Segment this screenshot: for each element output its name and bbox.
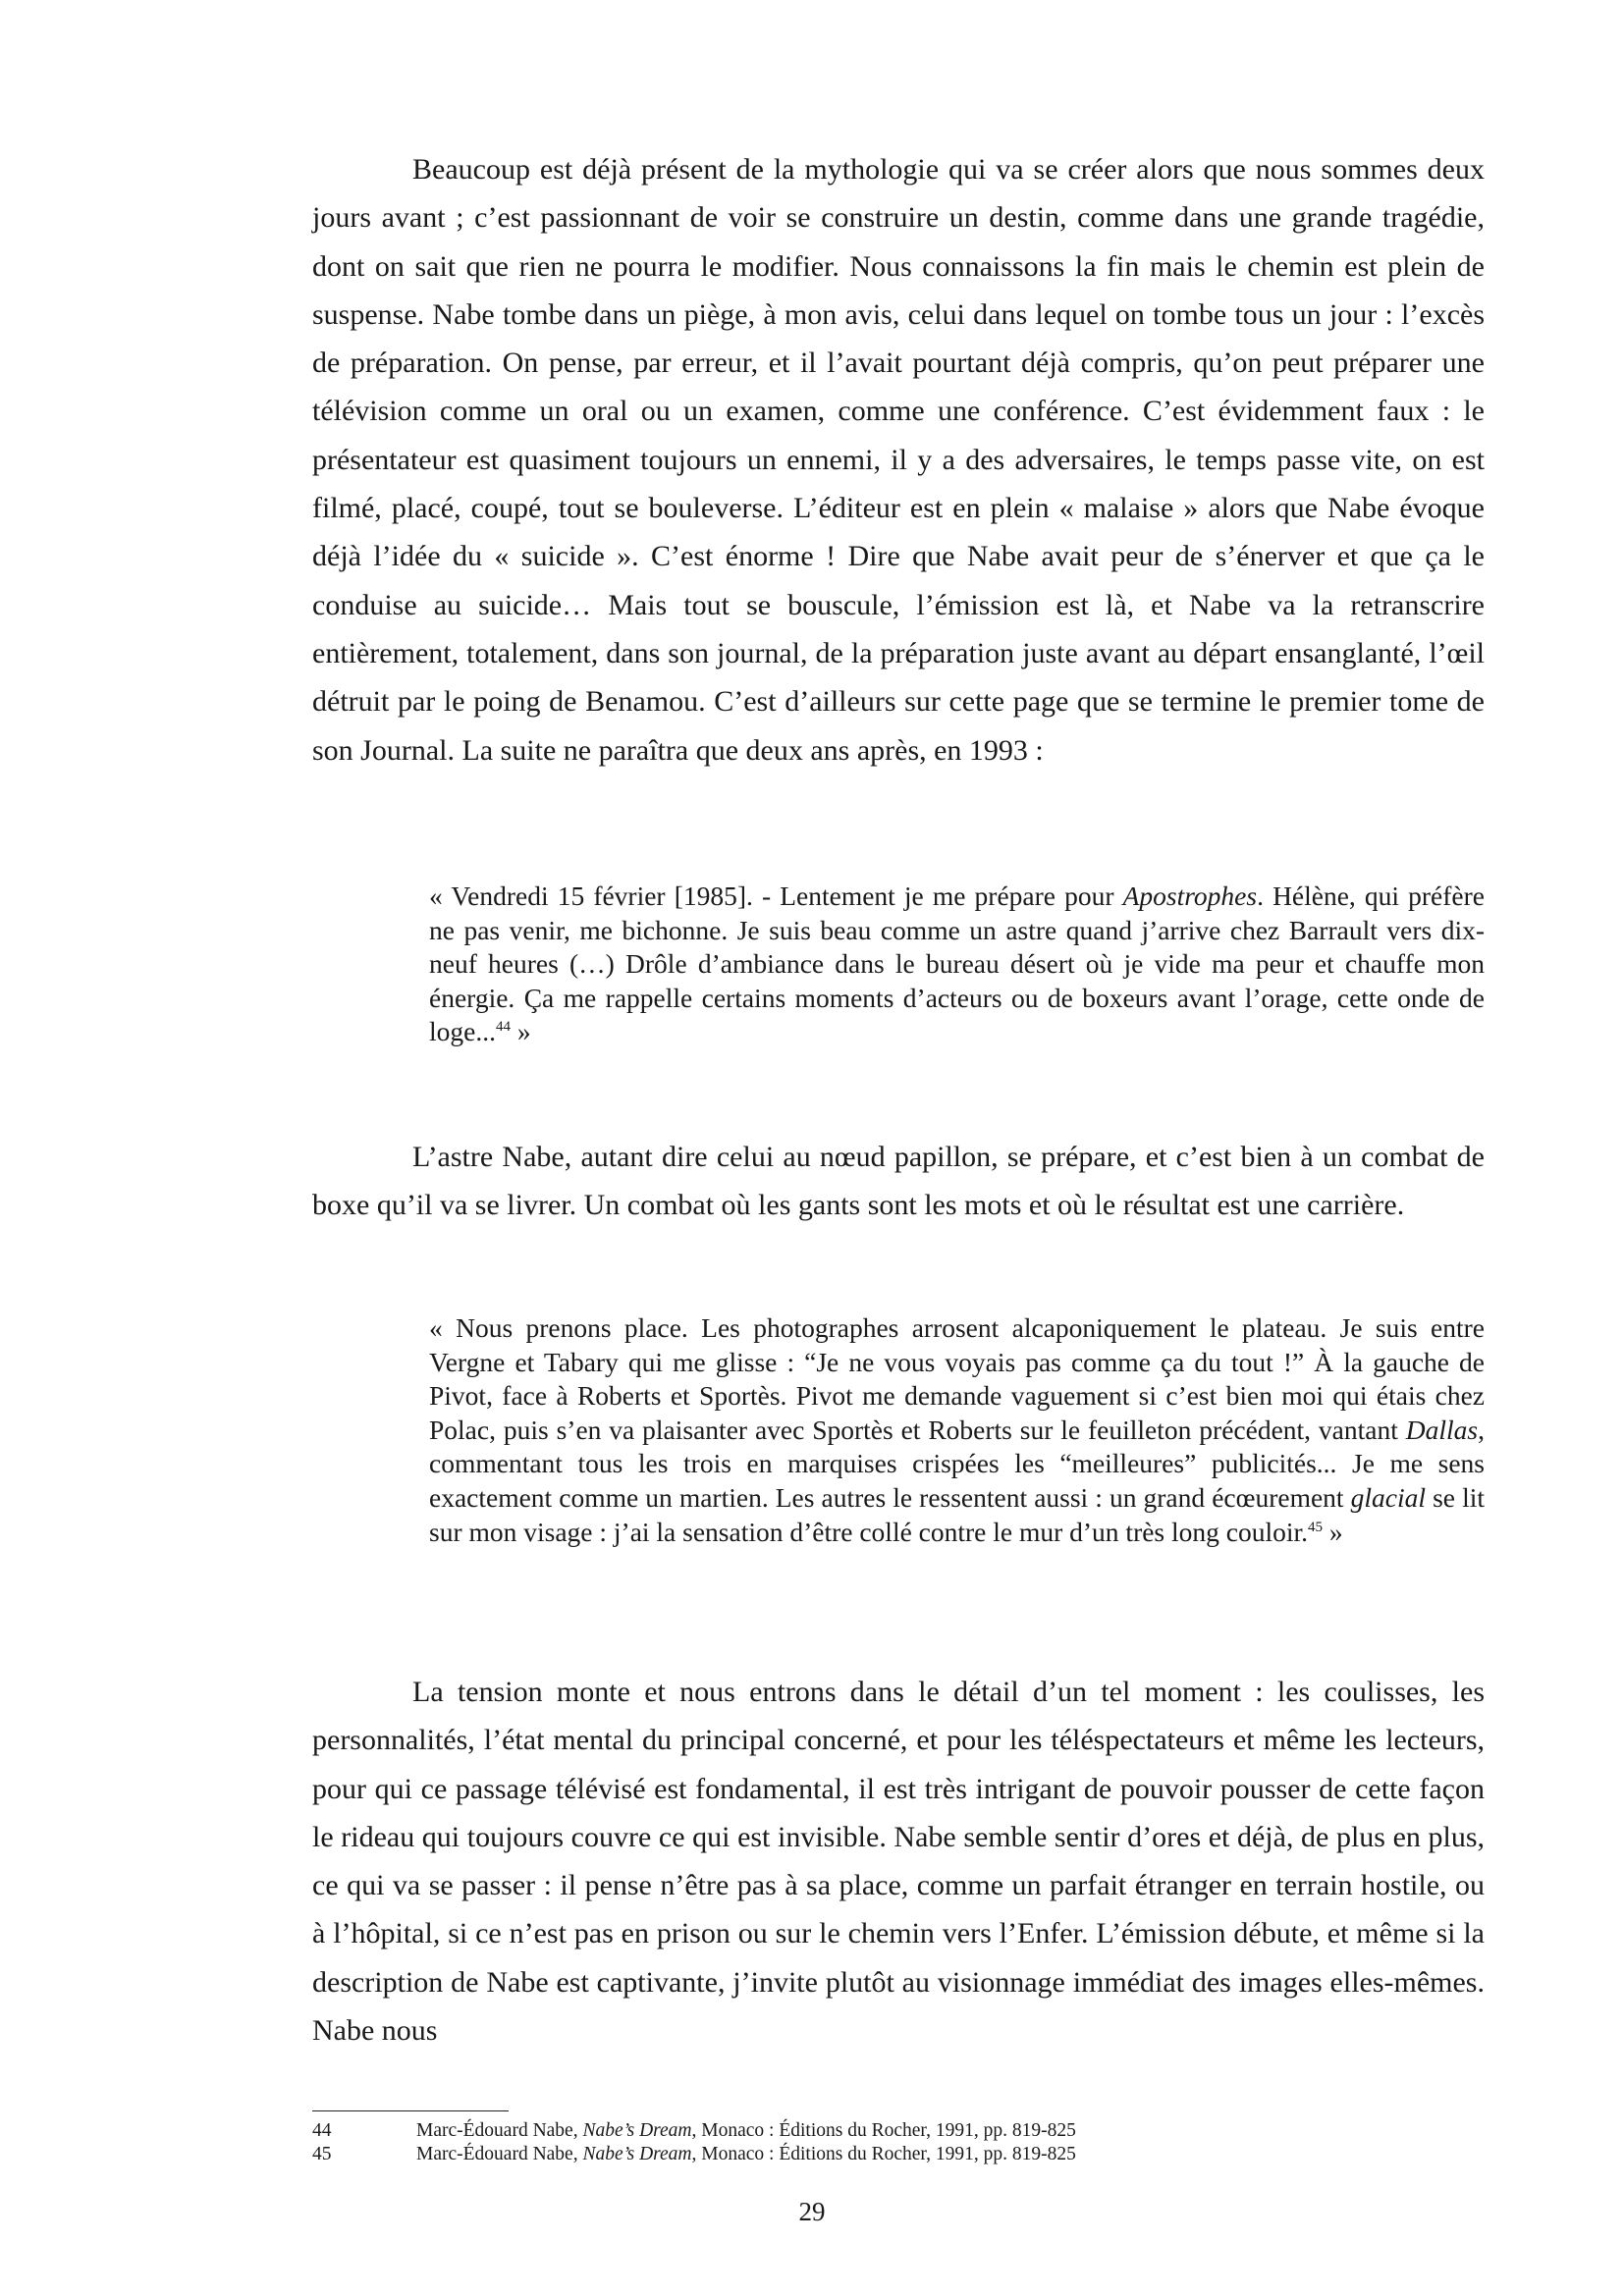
footnote-text-end: , Monaco : Éditions du Rocher, 1991, pp. 819-825 xyxy=(691,2144,1076,2164)
footnote-45 xyxy=(312,2144,1485,2165)
footnote-44 xyxy=(312,2120,1485,2142)
quote-2-text-a: « Nous prenons place. Les photographes arrosent alcaponiquement le plateau. Je suis entre Vergne et Tabary qui me glisse : “Je ne vous voyais pas comme ça du tout !” À la gauche de Pivot, face à Roberts et Sportès. Pivot me demande vaguement si c’est bien moi qui étais chez Polac, puis s’en va plaisanter avec Sportès et Roberts sur le feuilleton précédent, vantant xyxy=(429,1312,1485,1445)
quote-2-italic-word: glacial xyxy=(1350,1481,1427,1513)
footnote-ref-44[interactable]: 44 xyxy=(495,1019,511,1036)
footnote-number: 45 xyxy=(312,2144,332,2164)
block-quote-2 xyxy=(429,1311,1485,1549)
footnote-text: Marc-Édouard Nabe, xyxy=(416,2120,583,2141)
quote-2-text-c: se lit sur mon visage : j’ai la sensation d’être collé contre le mur d’un très long couloir. xyxy=(429,1481,1485,1547)
block-quote-1 xyxy=(429,880,1485,1049)
footnote-separator xyxy=(312,2110,509,2111)
quote-2-text-b: , commentant tous les trois en marquises crispées les “meilleures” publicités... Je me sens exactement comme un martien. Les autres le ressentent aussi : un grand écœurement xyxy=(429,1414,1485,1513)
footnote-title: Nabe’s Dream xyxy=(582,2120,692,2141)
footnote-text-end: , Monaco : Éditions du Rocher, 1991, pp. 819-825 xyxy=(691,2120,1076,2141)
quote-1-closing: » xyxy=(510,1016,531,1047)
quote-1-italic-title: Apostrophes xyxy=(1122,881,1258,911)
footnote-ref-45[interactable]: 45 xyxy=(1308,1519,1324,1535)
page-number: 29 xyxy=(798,2197,826,2226)
quote-2-italic-title: Dallas xyxy=(1405,1414,1479,1445)
quote-1-text-b: . Hélène, qui préfère ne pas venir, me bichonne. Je suis beau comme un astre quand j’arrive chez Barrault vers dix-neuf heures (…) Drôle d’ambiance dans le bureau désert où je vide ma peur et chauffe mon énergie. Ça me rappelle certains moments d’acteurs ou de boxeurs avant l’orage, cette onde de loge... xyxy=(429,881,1485,1047)
body-paragraph-2: L’astre Nabe, autant dire celui au nœud papillon, se prépare, et c’est bien à un combat de boxe qu’il va se livrer. Un combat où les gants sont les mots et où le résultat est une carrière. xyxy=(312,1141,1485,1222)
footnote-number: 44 xyxy=(312,2120,332,2141)
quote-2-closing: » xyxy=(1323,1516,1343,1547)
quote-1-text-a: « Vendredi 15 février [1985]. - Lentement je me prépare pour xyxy=(429,881,1123,911)
body-paragraph-1: Beaucoup est déjà présent de la mythologie qui va se créer alors que nous sommes deux jours avant ; c’est passionnant de voir se construire un destin, comme dans une grande tragédie, dont on sait que rien ne pourra le modifier. Nous connaissons la fin mais le chemin est plein de suspense. Nabe tombe dans un piège, à mon avis, celui dans lequel on tombe tous un jour : l’excès de préparation. On pense, par erreur, et il l’avait pourtant déjà compris, qu’on peut préparer une télévision comme un oral ou un examen, comme une conférence. C’est évidemment faux : le présentateur est quasiment toujours un ennemi, il y a des adversaires, le temps passe vite, on est filmé, placé, coupé, tout se bouleverse. L’éditeur est en plein « malaise » alors que Nabe évoque déjà l’idée du « suicide ». C’est énorme ! Dire que Nabe avait peur de s’énerver et que ça le conduise au suicide… Mais tout se bouscule, l’émission est là, et Nabe va la retranscrire entièrement, totalement, dans son journal, de la préparation juste avant au départ ensanglanté, l’œil détruit par le poing de Benamou. C’est d’ailleurs sur cette page que se termine le premier tome de son Journal. La suite ne paraîtra que deux ans après, en 1993 : xyxy=(312,153,1485,767)
body-paragraph-3: La tension monte et nous entrons dans le détail d’un tel moment : les coulisses, les personnalités, l’état mental du principal concerné, et pour les téléspectateurs et même les lecteurs, pour qui ce passage télévisé est fondamental, il est très intrigant de pouvoir pousser de cette façon le rideau qui toujours couvre ce qui est invisible. Nabe semble sentir d’ores et déjà, de plus en plus, ce qui va se passer : il pense n’être pas à sa place, comme un parfait étranger en terrain hostile, ou à l’hôpital, si ce n’est pas en prison ou sur le chemin vers l’Enfer. L’émission débute, et même si la description de Nabe est captivante, j’invite plutôt au visionnage immédiat des images elles-mêmes. Nabe nous xyxy=(312,1676,1485,2048)
footnote-text: Marc-Édouard Nabe, xyxy=(416,2144,583,2164)
footnote-title: Nabe’s Dream xyxy=(582,2144,692,2164)
